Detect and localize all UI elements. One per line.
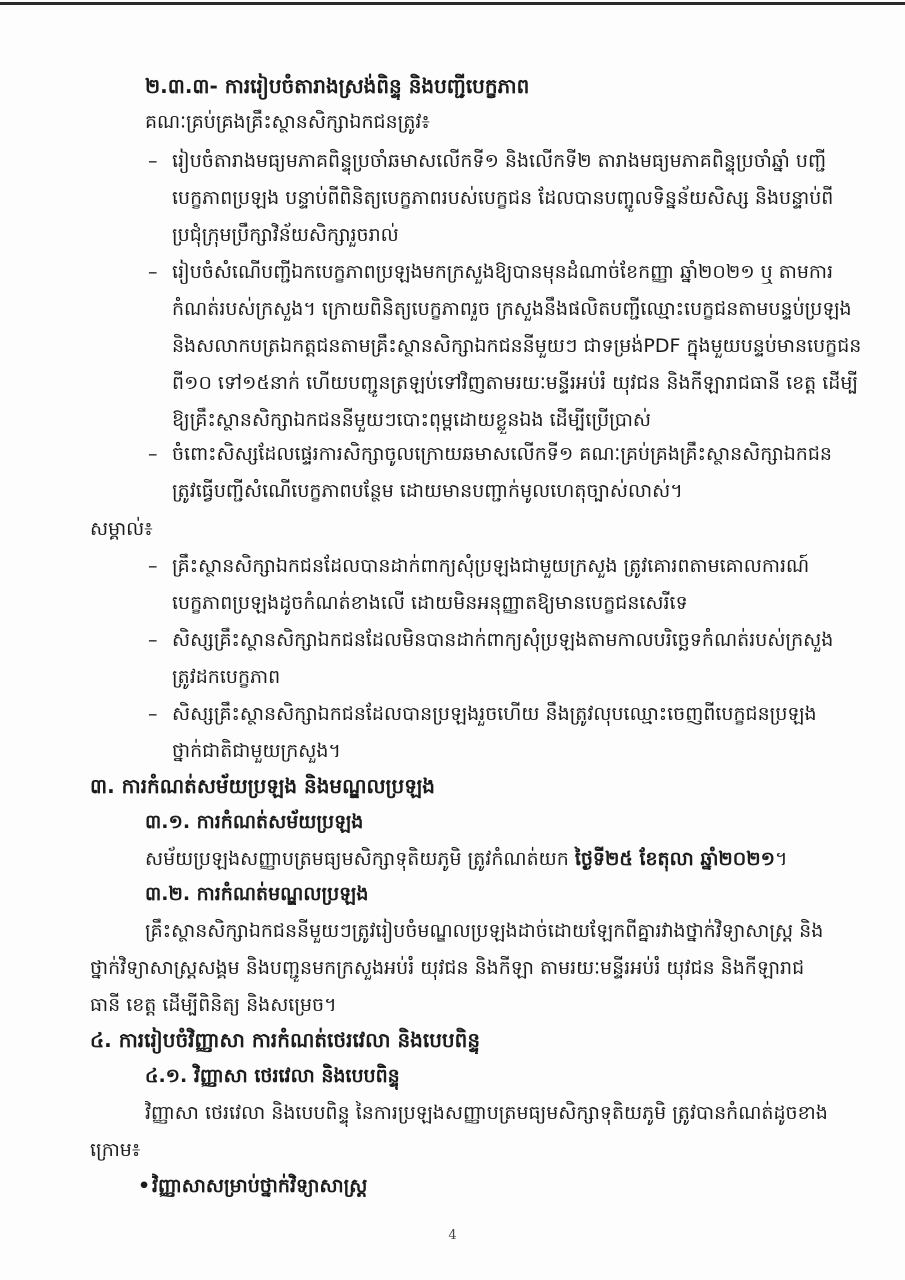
bullet-mark: • bbox=[138, 1175, 151, 1197]
section-32-line-3: ធានី ខេត្ត ដើម្បីពិនិត្យ និងសម្រេច។ bbox=[90, 994, 337, 1016]
bullet-3-line-1: ចំពោះសិស្សដែលផ្ទេរការសិក្សាចូលក្រោយឆមាសលើកទី១ គណៈគ្រប់គ្រងគ្រឹះស្ថានសិក្សាឯកជន bbox=[172, 443, 832, 465]
section-32-heading: ៣.២. ការកំណត់មណ្ឌលប្រឡង bbox=[145, 883, 369, 905]
bullet-2-line-5: ឱ្យគ្រឹះស្ថានសិក្សាឯកជននីមួយៗបោះពុម្ពដោយខ្លួនឯង ដើម្បីប្រើប្រាស់ bbox=[172, 409, 651, 431]
section-31-heading: ៣.១. ការកំណត់សម័យប្រឡង bbox=[145, 811, 364, 833]
section-41-line-2: ក្រោម៖ bbox=[90, 1139, 141, 1161]
section-32-line-1: គ្រឹះស្ថានសិក្សាឯកជននីមួយៗត្រូវរៀបចំមណ្ឌលប្រឡងដាច់ដោយឡែកពីគ្នារវាងថ្នាក់វិទ្យាសាស្ត្រ និង bbox=[145, 920, 824, 942]
note-bullet-3-line-2: ថ្នាក់ជាតិជាមួយក្រសួង។ bbox=[172, 740, 341, 762]
section-31-text: សម័យប្រឡងសញ្ញាបត្រមធ្យមសិក្សាទុតិយភូមិ ត្រូវកំណត់យក ថ្ងៃទី២៥ ខែតុលា ឆ្នាំ២០២១។ bbox=[145, 848, 788, 870]
note-bullet-1-line-2: បេក្ខភាពប្រឡងដូចកំណត់ខាងលើ ដោយមិនអនុញ្ញាតឱ្យមានបេក្ខជនសេរីទេ bbox=[172, 592, 688, 614]
section-41-heading: ៤.១. វិញ្ញាសា ថេរវេលា និងបេបពិន្ទុ bbox=[145, 1065, 400, 1087]
note-bullet-1-line-1: គ្រឹះស្ថានសិក្សាឯកជនដែលបានដាក់ពាក្យសុំប្រឡងជាមួយក្រសួង ត្រូវគោរពតាមគោលការណ៍ bbox=[172, 555, 810, 577]
section-4-heading: ៤. ការរៀបចំវិញ្ញាសា ការកំណត់ថេរវេលា និងបេបពិន្ទុ bbox=[90, 1028, 481, 1052]
note-bullet-2-line-2: ត្រូវដកបេក្ខភាព bbox=[172, 666, 281, 688]
section-3-heading: ៣. ការកំណត់សម័យប្រឡង និងមណ្ឌលប្រឡង bbox=[90, 774, 435, 798]
section-233-intro: គណៈគ្រប់គ្រងគ្រឹះស្ថានសិក្សាឯកជនត្រូវ៖ bbox=[145, 111, 430, 133]
section-41-line-1: វិញ្ញាសា ថេរវេលា និងបេបពិន្ទុ នៃការប្រឡងសញ្ញាបត្រមធ្យមសិក្សាទុតិយភូមិ ត្រូវបានកំណត់ដូចខាង bbox=[145, 1102, 828, 1124]
bullet-3-line-2: ត្រូវធ្វើបញ្ជីសំណើបេក្ខភាពបន្ថែម ដោយមានបញ្ជាក់មូលហេតុច្បាស់លាស់។ bbox=[172, 480, 683, 502]
section-233-heading: ២.៣.៣- ការរៀបចំតារាងស្រង់ពិន្ទុ និងបញ្ជីបេក្ខភាព bbox=[145, 74, 530, 98]
bullet-dash: – bbox=[148, 703, 158, 725]
note-label: សម្គាល់៖ bbox=[90, 518, 153, 540]
bullet-1-line-1: រៀបចំតារាងមធ្យមភាគពិន្ទុប្រចាំឆមាសលើកទី១ និងលើកទី២ តារាងមធ្យមភាគពិន្ទុប្រចាំឆ្នាំ បញ្ជី bbox=[172, 150, 827, 172]
bullet-2-line-3: និងសលាកបត្រឯកត្តជនតាមគ្រឹះស្ថានសិក្សាឯកជននីមួយៗ ជាទម្រង់PDF ក្នុងមួយបន្ទប់មានបេក្ខជន bbox=[172, 335, 862, 357]
note-bullet-2-line-1: សិស្សគ្រឹះស្ថានសិក្សាឯកជនដែលមិនបានដាក់ពាក្យសុំប្រឡងតាមកាលបរិច្ឆេទកំណត់របស់ក្រសួង bbox=[172, 629, 834, 651]
bullet-1-line-2: បេក្ខភាពប្រឡង បន្ទាប់ពីពិនិត្យបេក្ខភាពរបស់បេក្ខជន ដែលបានបញ្ចូលទិន្នន័យសិស្ស និងបន្ទាប់ពី bbox=[172, 187, 834, 209]
bullet-2-line-1: រៀបចំសំណើបញ្ជីឯកបេក្ខភាពប្រឡងមកក្រសួងឱ្យបានមុនដំណាច់ខែកញ្ញា ឆ្នាំ២០២១ ឬ តាមការ bbox=[172, 261, 834, 283]
section-32-line-2: ថ្នាក់វិទ្យាសាស្ត្រសង្គម និងបញ្ជូនមកក្រសួងអប់រំ យុវជន និងកីឡា តាមរយៈមន្ទីរអប់រំ យុវជន និងកីឡារាជ bbox=[90, 957, 805, 979]
note-bullet-3-line-1: សិស្សគ្រឹះស្ថានសិក្សាឯកជនដែលបានប្រឡងរួចហើយ នឹងត្រូវលុបឈ្មោះចេញពីបេក្ខជនប្រឡង bbox=[172, 703, 817, 725]
science-exam-subheading: វិញ្ញាសាសម្រាប់ថ្នាក់វិទ្យាសាស្ត្រ bbox=[152, 1175, 368, 1197]
bullet-2-line-4: ពី១០ ទៅ១៥នាក់ ហើយបញ្ជូនត្រឡប់ទៅវិញតាមរយៈមន្ទីរអប់រំ យុវជន និងកីឡារាជធានី ខេត្ត ដើម្បី bbox=[172, 372, 859, 394]
bullet-dash: – bbox=[148, 150, 158, 172]
exam-date: ថ្ងៃទី២៥ ខែតុលា ឆ្នាំ២០២១ bbox=[574, 848, 776, 870]
bullet-2-line-2: កំណត់របស់ក្រសួង។ ក្រោយពិនិត្យបេក្ខភាពរួច ក្រសួងនឹងផលិតបញ្ជីឈ្មោះបេក្ខជនតាមបន្ទប់ប្រឡង bbox=[172, 298, 852, 320]
bullet-1-line-3: ប្រជុំក្រុមប្រឹក្សាវិន័យសិក្សារួចរាល់ bbox=[172, 224, 399, 246]
page-number: 4 bbox=[448, 1228, 457, 1243]
bullet-dash: – bbox=[148, 261, 158, 283]
bullet-dash: – bbox=[148, 629, 158, 651]
bullet-dash: – bbox=[148, 555, 158, 577]
bullet-dash: – bbox=[148, 443, 158, 465]
